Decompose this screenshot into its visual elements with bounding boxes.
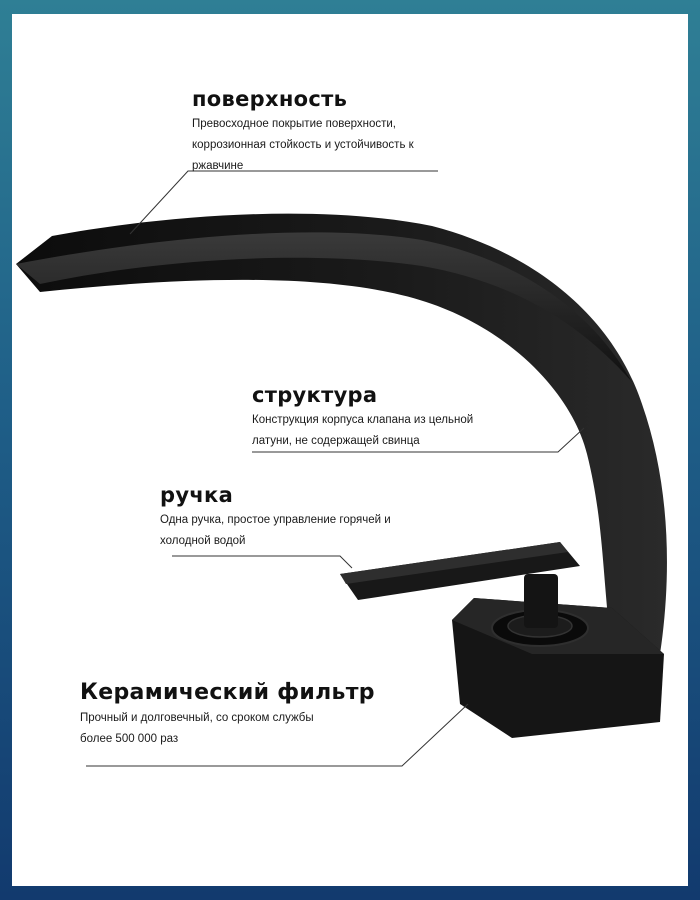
callout-filter-desc: Прочный и долговечный, со сроком службы более 500 000 раз [80,712,314,745]
callout-structure-desc: Конструкция корпуса клапана из цельной латуни, не содержащей свинца [252,414,474,447]
callout-surface-desc: Превосходное покрытие поверхности, коррозионная стойкость и устойчивость к ржавчине [192,118,414,172]
callout-surface [192,86,462,177]
callout-structure-title: структура [252,383,378,407]
handle-stem [524,574,558,628]
callout-surface-title: поверхность [192,87,348,111]
callout-handle-title: ручка [160,483,234,507]
callout-structure [252,382,512,452]
callout-handle-desc: Одна ручка, простое управление горячей и холодной водой [160,514,391,547]
callout-handle [160,482,420,552]
callout-filter [80,680,400,750]
callout-filter-title: Керамический фильтр [80,680,375,705]
product-card [12,14,688,886]
leader-line-handle [172,556,352,568]
